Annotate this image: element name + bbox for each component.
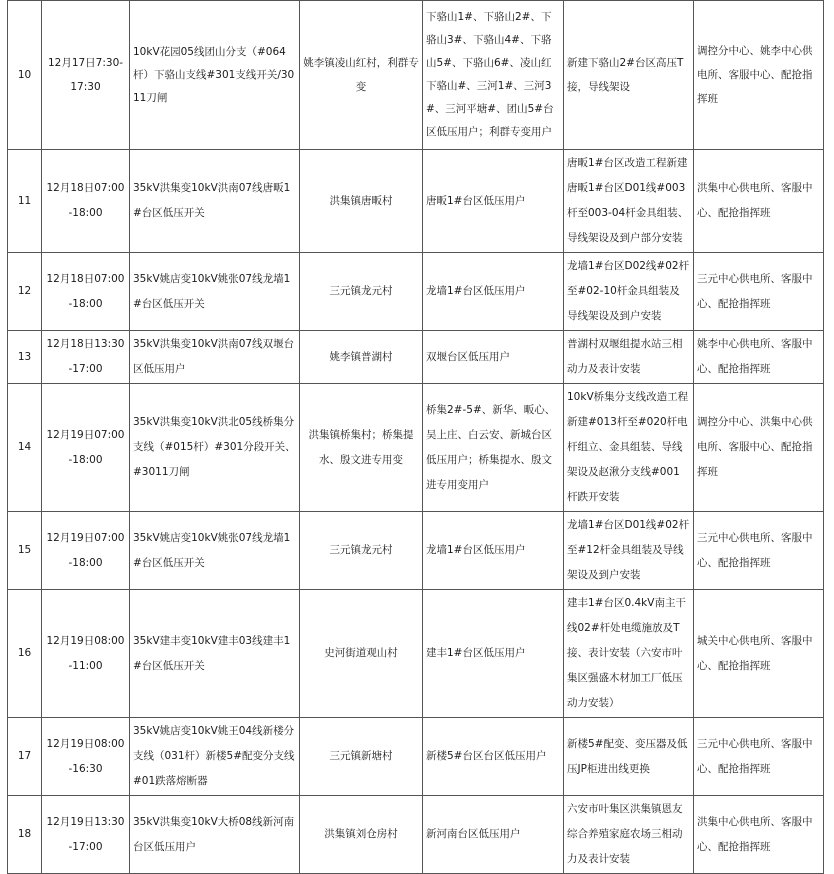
outage-area-cell: 洪集镇桥集村；桥集提水、殷文进专用变 bbox=[300, 384, 423, 512]
table-row bbox=[8, 150, 824, 253]
outage-area-cell: 三元镇龙元村 bbox=[300, 253, 423, 331]
row-number-cell: 15 bbox=[8, 512, 42, 590]
outage-area-cell: 史河街道观山村 bbox=[300, 590, 423, 718]
outage-time-cell: 12月19日08:00-11:00 bbox=[42, 590, 130, 718]
work-content-cell: 建丰1#台区0.4kV南主干线02#杆处电缆施放及T接、表计安装（六安市叶集区强盛木材加工厂低压动力安装） bbox=[564, 590, 694, 718]
outage-time-cell: 12月18日07:00-18:00 bbox=[42, 150, 130, 253]
table-row bbox=[8, 384, 824, 512]
work-content-cell: 龙墙1#台区D02线#02杆至#02-10杆金具组装及导线架设及到户安装 bbox=[564, 253, 694, 331]
affected-users-cell: 新河南台区低压用户 bbox=[423, 796, 564, 874]
row-number-cell: 12 bbox=[8, 253, 42, 331]
row-number-cell: 18 bbox=[8, 796, 42, 874]
responsible-units-cell: 洪集中心供电所、客服中心、配抢指挥班 bbox=[694, 150, 824, 253]
outage-line-cell: 35kV洪集变10kV洪北05线桥集分支线（#015杆）#301分段开关、#3011刀闸 bbox=[130, 384, 300, 512]
work-content-cell: 唐畈1#台区改造工程新建唐畈1#台区D01线#003杆至003-04杆金具组装、导线架设及到户部分安装 bbox=[564, 150, 694, 253]
responsible-units-cell: 调控分中心、姚李中心供电所、客服中心、配抢指挥班 bbox=[694, 1, 824, 150]
outage-area-cell: 洪集镇刘仓房村 bbox=[300, 796, 423, 874]
row-number-cell: 13 bbox=[8, 331, 42, 384]
affected-users-cell: 唐畈1#台区低压用户 bbox=[423, 150, 564, 253]
outage-area-cell: 洪集镇唐畈村 bbox=[300, 150, 423, 253]
responsible-units-cell: 姚李中心供电所、客服中心、配抢指挥班 bbox=[694, 331, 824, 384]
work-content-cell: 10kV桥集分支线改造工程新建#013杆至#020杆电杆组立、金具组装、导线架设及赵湫分支线#001杆跌开安装 bbox=[564, 384, 694, 512]
outage-line-cell: 35kV建丰变10kV建丰03线建丰1#台区低压开关 bbox=[130, 590, 300, 718]
affected-users-cell: 龙墙1#台区低压用户 bbox=[423, 512, 564, 590]
table-row bbox=[8, 796, 824, 874]
outage-area-cell: 姚李镇凌山红村，利群专变 bbox=[300, 1, 423, 150]
work-content-cell: 新建下骆山2#台区高压T接，导线架设 bbox=[564, 1, 694, 150]
outage-time-cell: 12月17日7:30-17:30 bbox=[42, 1, 130, 150]
outage-time-cell: 12月19日13:30-17:00 bbox=[42, 796, 130, 874]
affected-users-cell: 新楼5#台区台区低压用户 bbox=[423, 718, 564, 796]
work-content-cell: 新楼5#配变、变压器及低压JP柜进出线更换 bbox=[564, 718, 694, 796]
outage-line-cell: 35kV姚店变10kV姚王04线新楼分支线（031杆）新楼5#配变分支线#01跌落熔断器 bbox=[130, 718, 300, 796]
table-row bbox=[8, 590, 824, 718]
responsible-units-cell: 调控分中心、洪集中心供电所、客服中心、配抢指挥班 bbox=[694, 384, 824, 512]
outage-time-cell: 12月18日07:00-18:00 bbox=[42, 253, 130, 331]
affected-users-cell: 建丰1#台区低压用户 bbox=[423, 590, 564, 718]
work-content-cell: 普湖村双堰组提水站三相动力及表计安装 bbox=[564, 331, 694, 384]
responsible-units-cell: 城关中心供电所、客服中心、配抢指挥班 bbox=[694, 590, 824, 718]
affected-users-cell: 桥集2#-5#、新华、畈心、吴上庄、白云安、新城台区低压用户；桥集提水、殷文进专用变用户 bbox=[423, 384, 564, 512]
responsible-units-cell: 洪集中心供电所、客服中心、配抢指挥班 bbox=[694, 796, 824, 874]
outage-time-cell: 12月19日07:00-18:00 bbox=[42, 384, 130, 512]
table-row bbox=[8, 1, 824, 150]
work-content-cell: 六安市叶集区洪集镇恩友综合养殖家庭农场三相动力及表计安装 bbox=[564, 796, 694, 874]
responsible-units-cell: 三元中心供电所、客服中心、配抢指挥班 bbox=[694, 512, 824, 590]
affected-users-cell: 下骆山1#、下骆山2#、下骆山3#、下骆山4#、下骆山5#、下骆山6#、凌山红下骆山#、三河1#、三河3#、三河平塘#、团山5#台区低压用户；利群专变用户 bbox=[423, 1, 564, 150]
responsible-units-cell: 三元中心供电所、客服中心、配抢指挥班 bbox=[694, 718, 824, 796]
table-row bbox=[8, 512, 824, 590]
outage-line-cell: 35kV姚店变10kV姚张07线龙墙1#台区低压开关 bbox=[130, 512, 300, 590]
outage-line-cell: 35kV姚店变10kV姚张07线龙墙1#台区低压开关 bbox=[130, 253, 300, 331]
outage-area-cell: 姚李镇普湖村 bbox=[300, 331, 423, 384]
row-number-cell: 11 bbox=[8, 150, 42, 253]
affected-users-cell: 龙墙1#台区低压用户 bbox=[423, 253, 564, 331]
outage-line-cell: 10kV花园05线团山分支（#064杆）下骆山支线#301支线开关/3011刀闸 bbox=[130, 1, 300, 150]
outage-time-cell: 12月18日13:30-17:00 bbox=[42, 331, 130, 384]
outage-line-cell: 35kV洪集变10kV洪南07线唐畈1#台区低压开关 bbox=[130, 150, 300, 253]
row-number-cell: 16 bbox=[8, 590, 42, 718]
row-number-cell: 14 bbox=[8, 384, 42, 512]
responsible-units-cell: 三元中心供电所、客服中心、配抢指挥班 bbox=[694, 253, 824, 331]
outage-time-cell: 12月19日08:00-16:30 bbox=[42, 718, 130, 796]
table-row bbox=[8, 718, 824, 796]
outage-area-cell: 三元镇新塘村 bbox=[300, 718, 423, 796]
outage-line-cell: 35kV洪集变10kV大桥08线新河南台区低压用户 bbox=[130, 796, 300, 874]
row-number-cell: 17 bbox=[8, 718, 42, 796]
work-content-cell: 龙墙1#台区D01线#02杆至#12杆金具组装及导线架设及到户安装 bbox=[564, 512, 694, 590]
outage-area-cell: 三元镇龙元村 bbox=[300, 512, 423, 590]
row-number-cell: 10 bbox=[8, 1, 42, 150]
affected-users-cell: 双堰台区低压用户 bbox=[423, 331, 564, 384]
table-row bbox=[8, 253, 824, 331]
table-row bbox=[8, 331, 824, 384]
outage-line-cell: 35kV洪集变10kV洪南07线双堰台区低压用户 bbox=[130, 331, 300, 384]
power-outage-table bbox=[7, 0, 824, 874]
outage-time-cell: 12月19日07:00-18:00 bbox=[42, 512, 130, 590]
